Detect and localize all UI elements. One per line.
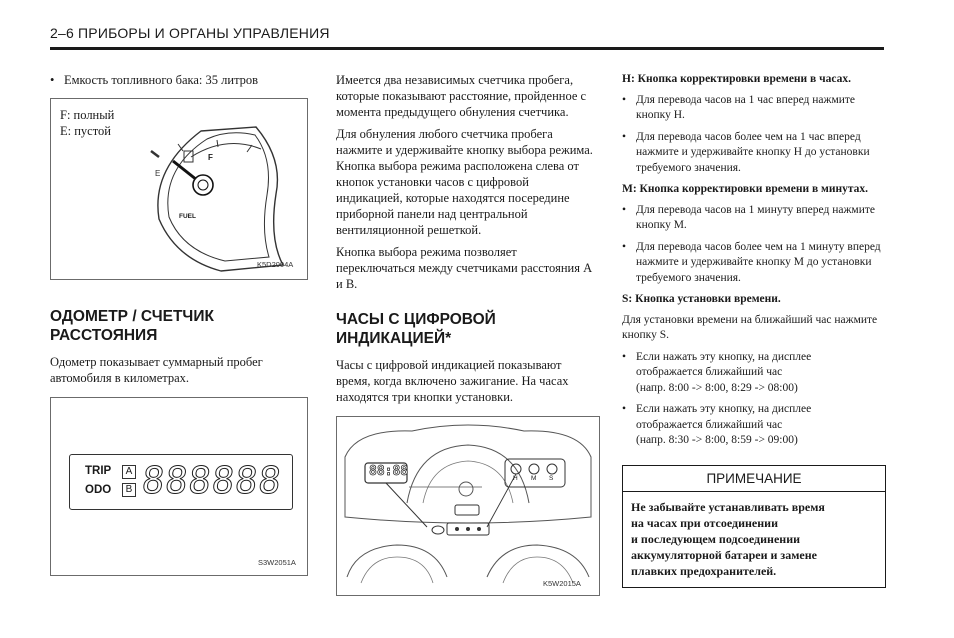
set-bullet-1 — [622, 350, 884, 397]
clock-text: Часы с цифровой индикацией показывают время, когда включено зажигание. На часах находятся три кнопки установки. — [336, 358, 569, 404]
column-left — [50, 72, 306, 94]
set-bullet-2-line3: (напр. 8:30 -> 8:00, 8:59 -> 09:00) — [636, 434, 798, 446]
odometer-heading — [50, 307, 306, 345]
clock-display: 88:88 — [369, 464, 409, 479]
clock-heading — [336, 310, 598, 348]
header-rule — [50, 47, 884, 50]
odometer-text: Одометр показывает суммарный пробег автомобиля в километрах. — [50, 355, 263, 385]
note-body — [623, 492, 885, 586]
hour-button-heading: Н: Кнопка корректировки времени в часах. — [622, 73, 852, 85]
odo-label: ODO — [85, 484, 112, 496]
trip-b-indicator: B — [122, 483, 136, 497]
fuel-gauge-figure — [50, 98, 308, 280]
set-bullet-2-line1: • Если нажать эту кнопку, на дисплее — [636, 403, 812, 415]
odometer-figure — [50, 397, 308, 576]
dashboard-drawing — [337, 417, 599, 595]
clock-button-s-label: S — [549, 475, 554, 482]
set-bullet-1-line3: (напр. 8:00 -> 8:00, 8:29 -> 08:00) — [636, 381, 798, 394]
odometer-heading-line2: РАССТОЯНИЯ — [50, 327, 158, 344]
legend-empty: E: пустой — [60, 124, 111, 138]
set-button-heading: S: Кнопка установки времени. — [622, 293, 781, 305]
bullet-fuel-capacity: • Емкость топливного бака: 35 литров — [50, 72, 306, 88]
figure-code: S3W2051A — [258, 558, 296, 567]
trip-para-3: Кнопка выбора режима позволяет переключаться между счетчиками расстояния А и В. — [336, 245, 593, 291]
odometer-display — [69, 454, 293, 510]
trip-a-indicator: A — [122, 465, 136, 479]
fuel-gauge-drawing — [51, 99, 307, 279]
note-line-2: на часах при отсоединении — [631, 516, 778, 530]
note-line-1: Не забывайте устанавливать время — [631, 500, 825, 514]
set-bullet-1-line1: • Если нажать эту кнопку, на дисплее — [636, 350, 812, 363]
odometer-heading-line1: ОДОМЕТР / СЧЕТЧИК — [50, 308, 214, 325]
gauge-label-f: F — [208, 153, 213, 162]
clock-heading-line2: ИНДИКАЦИЕЙ* — [336, 330, 452, 347]
clock-figure — [336, 416, 600, 596]
trip-label: TRIP — [85, 465, 112, 477]
clock-button-m-label: M — [531, 475, 537, 482]
trip-para-1: Имеется два независимых счетчика пробега, которые показывают расстояние, пройденное с момента предыдущего обнуления счетчика. — [336, 73, 587, 119]
note-line-3: и последующем подсоединении — [631, 532, 801, 546]
minute-bullet-1: • Для перевода часов на 1 минуту вперед нажмите кнопку М. — [622, 203, 884, 234]
note-title: ПРИМЕЧАНИЕ — [623, 466, 885, 492]
minute-button-heading: М: Кнопка корректировки времени в минутах. — [622, 183, 869, 195]
set-bullet-2 — [622, 402, 884, 449]
hour-bullet-1: • Для перевода часов на 1 час вперед нажмите кнопку Н. — [622, 93, 884, 124]
minute-bullet-2: • Для перевода часов более чем на 1 минуту вперед нажмите и удерживайте кнопку М до установки требуемого значения. — [622, 240, 884, 287]
note-box — [622, 465, 886, 588]
clock-button-h-label: H — [513, 475, 518, 482]
clock-section — [336, 310, 598, 411]
odometer-section — [50, 307, 306, 392]
figure-code: K5D2004A — [257, 260, 294, 269]
gauge-label-fuel: FUEL — [179, 213, 196, 220]
odometer-digits: 888888 — [139, 459, 284, 502]
page-title: 2–6 ПРИБОРЫ И ОРГАНЫ УПРАВЛЕНИЯ — [50, 25, 330, 41]
clock-heading-line1: ЧАСЫ С ЦИФРОВОЙ — [336, 311, 496, 328]
trip-para-2: Для обнуления любого счетчика пробега нажмите и удерживайте кнопку выбора режима. Кнопка выбора режима расположена слева от кнопок установки часов с цифровой индикацией, которые находятся посередине приборной панели над центральной вентиляционной решеткой. — [336, 127, 593, 237]
column-right — [622, 72, 884, 455]
set-bullet-2-line2: отображается ближайший час — [636, 418, 783, 431]
set-intro: Для установки времени на ближайший час нажмите кнопку S. — [622, 313, 878, 341]
note-line-4: аккумуляторной батареи и замене — [631, 548, 817, 562]
note-line-5: плавких предохранителей. — [631, 564, 777, 578]
figure-code: K5W2015A — [543, 579, 581, 588]
column-middle — [336, 72, 598, 298]
gauge-label-e: E — [155, 169, 161, 178]
hour-bullet-2: • Для перевода часов более чем на 1 час вперед нажмите и удерживайте кнопку Н до установки требуемого значения. — [622, 130, 884, 177]
legend-full: F: полный — [60, 108, 115, 122]
set-bullet-1-line2: отображается ближайший час — [636, 366, 783, 378]
